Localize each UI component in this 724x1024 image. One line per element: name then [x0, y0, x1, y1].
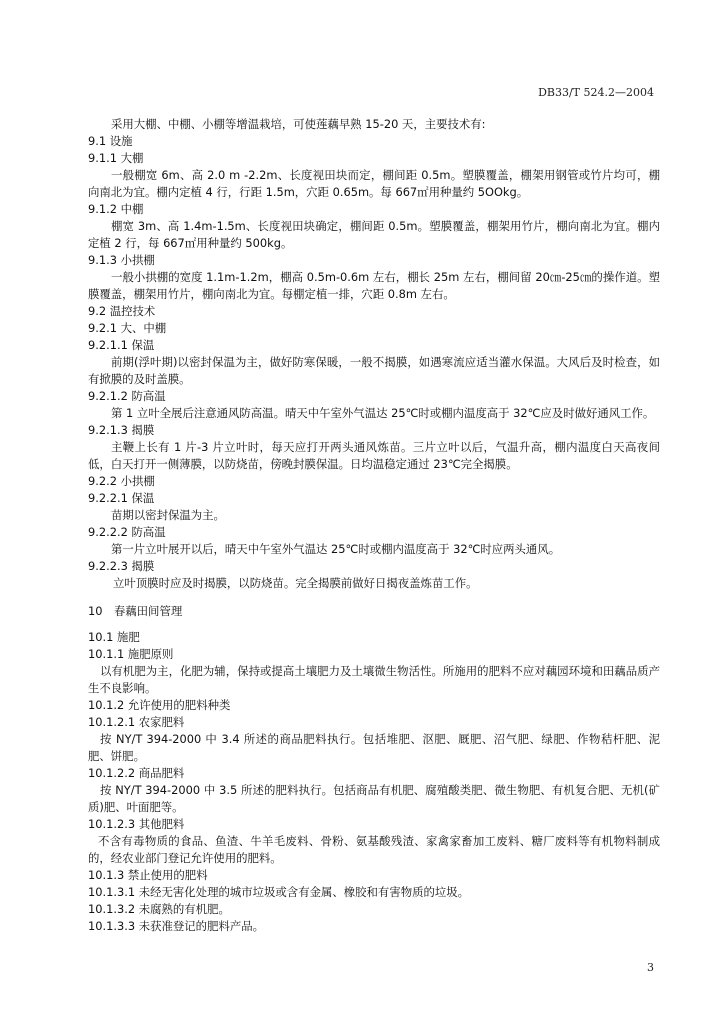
- item-10-1-3-3: 10.1.3.3 未获准登记的肥料产品。: [88, 919, 265, 933]
- heading-9-2-1-3: 9.2.1.3 揭膜: [88, 423, 155, 437]
- intro-paragraph: 采用大棚、中棚、小棚等增温栽培，可使莲藕早熟 15-20 天，主要技术有:: [111, 117, 486, 131]
- paragraph-9-1-2: 棚宽 3m、高 1.4m-1.5m、长度视田块确定，棚间距 0.5m。塑膜覆盖，棚架用竹片，棚向南北为宜。棚内定植 2 行，每 667㎡用种量约 500kg。: [88, 219, 660, 250]
- chapter-10-title: 10 春藕田间管理: [88, 604, 183, 618]
- paragraph-9-2-1-3: 主鞭上长有 1 片-3 片立叶时，每天应打开两头通风炼苗。三片立叶以后，气温升高，棚内温度白天高夜间低，白天打开一侧薄膜，以防烧苗，傍晚封膜保温。日均温稳定通过 23℃完全揭膜。: [88, 440, 660, 471]
- paragraph-9-1-1: 一般棚宽 6m、高 2.0 m -2.2m、长度视田块而定，棚间距 0.5m。塑膜覆盖，棚架用钢管或竹片均可，棚向南北为宜。棚内定植 4 行，行距 1.5m，穴距 0.65m。每 667㎡用种量约 5OOkg。: [88, 168, 660, 199]
- paragraph-9-2-1-2: 第 1 立叶全展后注意通风防高温。晴天中午室外气温达 25℃时或棚内温度高于 32℃应及时做好通风工作。: [111, 406, 655, 420]
- heading-10-1: 10.1 施肥: [88, 630, 140, 644]
- item-10-1-3-1: 10.1.3.1 未经无害化处理的城市垃圾或含有金属、橡胶和有害物质的垃圾。: [88, 885, 470, 899]
- heading-9-2-2-1: 9.2.2.1 保温: [88, 491, 155, 505]
- heading-9-1-2: 9.1.2 中棚: [88, 202, 144, 216]
- paragraph-9-2-1-1: 前期(浮叶期)以密封保温为主，做好防寒保暖，一般不揭膜，如遇寒流应适当灌水保温。大风后及时检查，如有掀膜的及时盖膜。: [88, 355, 660, 386]
- heading-9-2-1: 9.2.1 大、中棚: [88, 321, 167, 335]
- heading-9-2-1-1: 9.2.1.1 保温: [88, 338, 155, 352]
- paragraph-10-1-2-2: 按 NY/T 394-2000 中 3.5 所述的肥料执行。包括商品有机肥、腐殖酸类肥、微生物肥、有机复合肥、无机(矿质)肥、叶面肥等。: [88, 783, 660, 814]
- heading-9-1-3: 9.1.3 小拱棚: [88, 253, 155, 267]
- heading-10-1-2: 10.1.2 允许使用的肥料种类: [88, 698, 231, 712]
- paragraph-9-2-2-3: 立叶顶膜时应及时揭膜，以防烧苗。完全揭膜前做好日揭夜盖炼苗工作。: [113, 576, 478, 590]
- heading-9-2: 9.2 温控技术: [88, 304, 156, 318]
- heading-9-1: 9.1 设施: [88, 134, 133, 148]
- page-number: 3: [647, 961, 654, 974]
- standard-code: DB33/T 524.2—2004: [538, 86, 654, 99]
- paragraph-10-1-2-3: 不含有毒物质的食品、鱼渣、牛羊毛废料、骨粉、氨基酸残渣、家禽家畜加工废料、糖厂废料等有机物料制成的，经农业部门登记允许使用的肥料。: [88, 834, 660, 865]
- heading-9-2-2-2: 9.2.2.2 防高温: [88, 525, 166, 539]
- document-body: [88, 116, 660, 935]
- heading-10-1-2-2: 10.1.2.2 商品肥料: [88, 766, 185, 780]
- item-10-1-3-2: 10.1.3.2 未腐熟的有机肥。: [88, 902, 230, 916]
- heading-9-2-2: 9.2.2 小拱棚: [88, 474, 155, 488]
- paragraph-9-1-3: 一般小拱棚的宽度 1.1m-1.2m，棚高 0.5m-0.6m 左右，棚长 25m 左右，棚间留 20㎝-25㎝的操作道。塑膜覆盖，棚架用竹片，棚向南北为宜。每棚定植一排，穴距 0.8m 左右。: [88, 270, 660, 301]
- heading-9-2-2-3: 9.2.2.3 揭膜: [88, 559, 155, 573]
- heading-10-1-1: 10.1.1 施肥原则: [88, 647, 174, 661]
- heading-10-1-3: 10.1.3 禁止使用的肥料: [88, 868, 208, 882]
- heading-10-1-2-1: 10.1.2.1 农家肥料: [88, 715, 185, 729]
- heading-9-1-1: 9.1.1 大棚: [88, 151, 144, 165]
- paragraph-10-1-1: 以有机肥为主，化肥为辅，保持或提高土壤肥力及土壤微生物活性。所施用的肥料不应对藕园环境和田藕品质产生不良影响。: [88, 664, 660, 695]
- heading-10-1-2-3: 10.1.2.3 其他肥料: [88, 817, 185, 831]
- paragraph-9-2-2-2: 第一片立叶展开以后，晴天中午室外气温达 25℃时或棚内温度高于 32℃时应两头通风。: [111, 542, 561, 556]
- paragraph-9-2-2-1: 苗期以密封保温为主。: [111, 508, 225, 522]
- heading-9-2-1-2: 9.2.1.2 防高温: [88, 389, 166, 403]
- paragraph-10-1-2-1: 按 NY/T 394-2000 中 3.4 所述的商品肥料执行。包括堆肥、沤肥、厩肥、沼气肥、绿肥、作物秸杆肥、泥肥、饼肥。: [88, 732, 660, 763]
